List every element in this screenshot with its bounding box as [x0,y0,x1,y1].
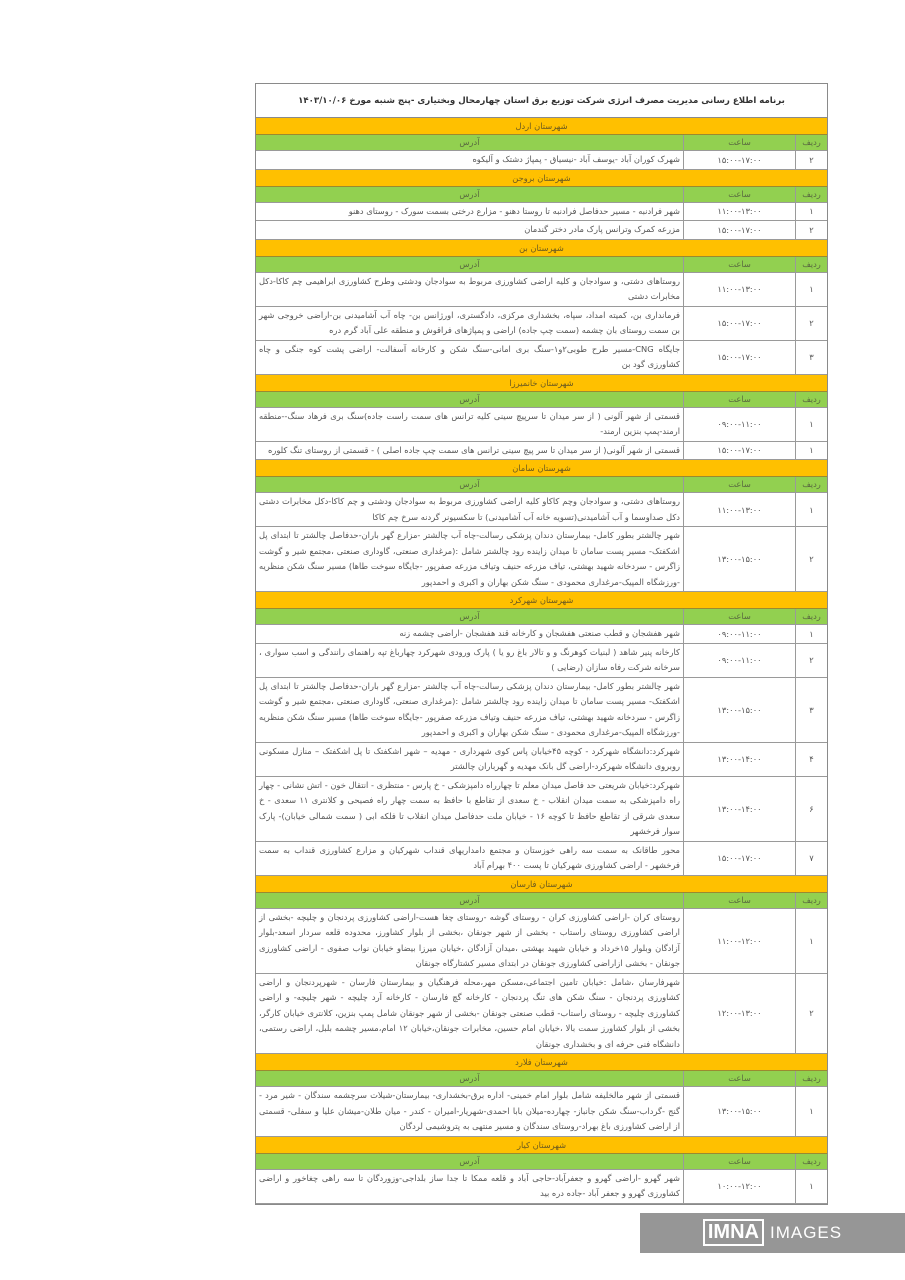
row-number: ۲ [795,151,827,169]
watermark-logo: IMNA [703,1219,764,1246]
header-time: ساعت [683,257,795,272]
row-number: ۱ [795,1170,827,1203]
outage-time: ۱۰:۰۰-۱۲:۰۰ [683,1170,795,1203]
outage-time: ۱۳:۰۰-۱۵:۰۰ [683,678,795,742]
outage-time: ۱۳:۰۰-۱۴:۰۰ [683,777,795,841]
outage-time: ۰۹:۰۰-۱۱:۰۰ [683,644,795,677]
row-number: ۲ [795,307,827,340]
table-row [256,341,827,375]
header-row-number: ردیف [795,893,827,908]
outage-address: شهر چالشتر بطور کامل- بیمارستان دندان پزشکی رسالت-چاه آب چالشتر -مزارع گهر باران-حدفاصل چالشتر تا ابتدای پل اشکفتک- مسیر پست سامان تا میدان زاینده رود چالشتر شامل :(مرغداری صنعتی، گاوداری صنعتی ،مجتمع شیر و گوشت زاگرس - سردخانه شهید بهشتی، تیاف مزرعه حنیف وتیاف مزرعه صفرپور -جایگاه سوخت طاها) مسیر سنگ شکن منظریه -ورزشگاه المپیک-مرغداری محمودی - سنگ شکن بهاران و اکبری و احمدپور [259,680,680,737]
row-number: ۱ [795,493,827,526]
schedule-table [255,83,828,1205]
outage-time: ۱۲:۰۰-۱۳:۰۰ [683,974,795,1054]
row-number: ۳ [795,678,827,742]
row-number: ۱ [795,909,827,973]
table-row [256,203,827,222]
header-row-number: ردیف [795,392,827,407]
header-time: ساعت [683,392,795,407]
outage-time: ۰۹:۰۰-۱۱:۰۰ [683,408,795,441]
document-wrapper [255,83,843,1253]
header-address: آدرس [459,1155,480,1166]
section-title: شهرستان فارسان [256,876,827,893]
table-row [256,909,827,974]
header-time: ساعت [683,1071,795,1086]
column-header-row [256,1071,827,1087]
table-row [256,644,827,678]
column-header-row [256,609,827,625]
outage-time: ۱۳:۰۰-۱۴:۰۰ [683,743,795,776]
table-row [256,221,827,240]
section-title: شهرستان خانمیرزا [256,375,827,392]
outage-time: ۱۳:۰۰-۱۵:۰۰ [683,527,795,591]
header-address: آدرس [459,137,480,147]
outage-time: ۱۵:۰۰-۱۷:۰۰ [683,151,795,169]
section-title: شهرستان بن [256,240,827,257]
outage-time: ۰۹:۰۰-۱۱:۰۰ [683,625,795,643]
header-address: آدرس [459,188,480,199]
row-number: ۴ [795,743,827,776]
header-time: ساعت [683,187,795,202]
outage-time: ۱۱:۰۰-۱۳:۰۰ [683,203,795,221]
outage-address: شهر چالشتر بطور کامل- بیمارستان دندان پزشکی رسالت-چاه آب چالشتر -مزارع گهر باران-حدفاصل چالشتر تا ابتدای پل اشکفتک- مسیر پست سامان تا میدان زاینده رود چالشتر شامل :(مرغداری صنعتی، گاوداری صنعتی ،مجتمع شیر و گوشت زاگرس - سردخانه شهید بهشتی، تیاف مزرعه حنیف وتیاف مزرعه صفرپور -جایگاه سوخت طاها) مسیر سنگ شکن منظریه -ورزشگاه المپیک-مرغداری محمودی - سنگ شکن بهاران و اکبری و احمدپور [259,530,680,587]
outage-address: شهرفارسان ،شامل :خیابان تامین اجتماعی،مسکن مهر،محله فرهنگیان و بیمارستان فارسان - شهرپردنجان و اراضی کشاورزی پردنجان - سنگ شکن های تنگ پردنجان - کارخانه گچ فارسان - کارخانه آرد چلیچه - شهر چلیچه- و اراضی کشاورزی چلیچه - روستای راستاب- قطب صنعتی جونقان -بخشی از شهر جونقان شامل پمپ بنزین، کلانتری خیابان کارگر، بخشی از بلوار کشاورز سمت بالا ،خیابان امام حسین، مخابرات جونقان،خیابان ۱۲ امام،مسیر چشمه بلبل، اراضی رستمی، دانشگاه فنی حرفه ای و بخشداری جونقان [259,976,680,1049]
outage-address: قسمتی از شهر آلونی( از سر میدان تا سر پیچ سینی ترانس های سمت چپ جاده اصلی ) - قسمتی از روستای تنگ کلوره [268,444,680,455]
column-header-row [256,135,827,151]
table-row [256,151,827,170]
table-row [256,974,827,1055]
watermark-text: IMAGES [769,1222,843,1242]
outage-time: ۱۵:۰۰-۱۷:۰۰ [683,307,795,340]
outage-time: ۱۵:۰۰-۱۷:۰۰ [683,842,795,875]
table-row [256,442,827,461]
outage-address: محور طاقانک به سمت سه راهی خوزستان و مجتمع دامداریهای قنداب شهرکیان و مزارع کشاورزی قنداب به سمت فرخشهر - اراضی کشاورزی شهرکیان تا پست ۴۰۰ بهرام آباد [259,844,680,870]
section-title: شهرستان شهرکرد [256,592,827,609]
column-header-row [256,392,827,408]
row-number: ۶ [795,777,827,841]
table-row [256,777,827,842]
outage-address: شهر هفشجان و قطب صنعتی هفشجان و کارخانه قند هفشجان -اراضی چشمه زنه [399,628,680,638]
row-number: ۲ [795,644,827,677]
table-row [256,408,827,442]
outage-time: ۱۵:۰۰-۱۷:۰۰ [683,221,795,239]
section-title: شهرستان سامان [256,460,827,477]
row-number: ۱ [795,408,827,441]
table-row [256,743,827,777]
header-time: ساعت [683,477,795,492]
section-title: شهرستان کیار [256,1137,827,1154]
row-number: ۱ [795,273,827,306]
header-time: ساعت [683,609,795,624]
outage-time: ۱۱:۰۰-۱۳:۰۰ [683,273,795,306]
section-title: شهرستان فلارد [256,1054,827,1071]
section-title: شهرستان بروجن [256,170,827,187]
sections-container [256,118,827,1204]
outage-address: جایگاه CNG-مسیر طرح طوبی۲و۱-سنگ بری امانی-سنگ شکن و کارخانه آسفالت- اراضی پشت کوه جنگی و چاه کشاورزی گود بن [259,343,680,369]
table-row [256,842,827,876]
row-number: ۱ [795,1087,827,1136]
watermark [640,1213,905,1253]
header-row-number: ردیف [795,1154,827,1169]
table-row [256,493,827,527]
header-address: آدرس [459,393,480,404]
outage-time: ۱۱:۰۰-۱۲:۰۰ [683,909,795,973]
header-row-number: ردیف [795,135,827,150]
table-row [256,625,827,644]
table-row [256,307,827,341]
table-row [256,1087,827,1137]
header-row-number: ردیف [795,477,827,492]
row-number: ۷ [795,842,827,875]
outage-address: شهرکرد:خیابان شریعتی حد فاصل میدان معلم تا چهارراه دامپزشکی - خ پارس - منتظری - انتقال خون - اتش نشانی - چهار راه دامپزشکی به سمت میدان انقلاب - خ سعدی از تقاطع با حافظ به سمت چهار راه فصیحی و کلانتری ۱۱ سعدی - خ سعدی شرقی از تقاطع حافظ تا کوچه ۱۶ - خیابان ملت حدفاصل میدان انقلاب تا فلکه ابی ( سمت شمالی خیابان)- پارک سوار فرخشهر [259,779,680,836]
column-header-row [256,187,827,203]
header-address: آدرس [459,258,480,269]
row-number: ۱ [795,442,827,460]
outage-address: قسمتی از شهر آلونی ( از سر میدان تا سرپیچ سینی کلیه ترانس های سمت راست جاده)سنگ بری فرهاد سنگ--منطقه ارمند-پمپ بنزین ارمند- [259,410,680,436]
outage-time: ۱۱:۰۰-۱۳:۰۰ [683,493,795,526]
header-row-number: ردیف [795,257,827,272]
header-address: آدرس [459,611,480,621]
section-title: شهرستان اردل [256,118,827,135]
row-number: ۱ [795,625,827,643]
header-time: ساعت [683,1154,795,1169]
column-header-row [256,257,827,273]
outage-address: روستای کران -اراضی کشاورزی کران - روستای گوشه -روستای چغا هست-اراضی کشاورزی پردنجان و چلیچه -بخشی از اراضی کشاورزی روستای راستاب - بخشی از شهر جونقان ،بخشی از بلوار کشاورز، محدوده قلعه سردار اسعد-بلوار آزادگان وبلوار ۱۵خرداد و خیابان شهید بهشتی ،میدان آزادگان ،خیابان میرزا بیضاو خیابان نواب صفوی - اراضی کشاورزی جونقان - بخشی ازاراضی کشاورزی جونقان در ابتدای مسیر کشتارگاه جونقان [259,911,680,968]
table-row [256,527,827,592]
header-address: آدرس [459,1073,480,1083]
outage-address: فرمانداری بن، کمیته امداد، سپاه، بخشداری مرکزی، دادگستری، اورژانس بن- چاه آب آشامیدنی بن-اراضی خروجی شهر بن سمت روستای بان چشمه (سمت چپ جاده) اراضی و پمپاژهای فراقوش و منطقه علی آباد گرم دره [259,309,680,335]
row-number: ۲ [795,221,827,239]
column-header-row [256,477,827,493]
column-header-row [256,893,827,909]
table-row [256,1170,827,1204]
column-header-row [256,1154,827,1170]
header-time: ساعت [683,135,795,150]
row-number: ۳ [795,341,827,374]
outage-address: شهرک کوران آباد -یوسف آباد -نیسیاق - پمپاژ دشتک و آلیکوه [472,154,680,164]
header-row-number: ردیف [795,1071,827,1086]
table-row [256,273,827,307]
header-address: آدرس [459,479,480,489]
outage-address: مزرعه کمرک وترانس پارک مادر دختر گندمان [524,224,680,234]
outage-address: شهرکرد:دانشگاه شهرکرد - کوچه ۴۵خیابان پاس کوی شهرداری - مهدیه – شهر اشکفتک تا پل اشکفتک – منازل مسکونی روبروی دانشگاه شهرکرد-اراضی گل بانک مهدیه و گهرباران چالشتر [259,745,680,771]
page-title: برنامه اطلاع رسانی مدیریت مصرف انرژی شرکت توزیع برق استان چهارمحال وبختیاری -پنج شنبه مورخ ۱۴۰۳/۱۰/۰۶ [256,84,827,118]
header-row-number: ردیف [795,187,827,202]
header-address: آدرس [459,894,480,905]
header-time: ساعت [683,893,795,908]
table-row [256,678,827,743]
outage-address: کارخانه پنیر شاهد ( لبنیات کوهرنگ و و تالار باغ رو یا ) پارک ورودی شهرکرد چهارباغ تپه راهنمای رانندگی و اسب سواری ، سرخانه شرکت رفاه سازان (رضایی ) [259,646,680,672]
outage-address: روستاهای دشتی، و سوادجان وچم کاکاو کلیه اراضی کشاورزی مربوط به سوادجان ودشتی و چم کاکا-دکل مخابرات دشتی دکل صداوسما و آب آشامیدنی(تسویه خانه آب آشامیدنی) تا سکسیونر گردنه سرخ چم کاکا [259,496,680,522]
outage-address: روستاهای دشتی، و سوادجان و کلیه اراضی کشاورزی مربوط به سوادجان ودشتی وطرح کشاورزی ابراهیمی چم کاکا-دکل مخابرات دشتی [259,275,680,301]
row-number: ۲ [795,527,827,591]
outage-time: ۱۵:۰۰-۱۷:۰۰ [683,442,795,460]
row-number: ۱ [795,203,827,221]
row-number: ۲ [795,974,827,1054]
outage-address: شهر فرادنبه - مسیر حدفاصل فرادنبه تا روستا دهنو - مزارع درختی بسمت سورک - روستای دهنو [348,205,680,216]
outage-address: شهر گهرو -اراضی گهرو و جعفرآباد-حاجی آباد و قلعه ممکا تا جدا ساز بلداجی-وزوردگان تا سه راهی چغاخور و اراضی کشاورزی گهرو و جعفر آباد -جاده دره بید [259,1172,680,1198]
outage-time: ۱۳:۰۰-۱۵:۰۰ [683,1087,795,1136]
outage-address: قسمتی از شهر مالخلیفه شامل بلوار امام خمینی- اداره برق-بخشداری- بیمارستان-شیلات سرچشمه سندگان - شیر مرد - گنج -گرداب-سنگ شکن جانباز- چهارده-میلان بابا احمدی-شهریار-امیران - کندر - میان طلان-میشان علیا و سفلی- قسمتی از اراضی کشاورزی باغ بهراد-روستای سندگان و مسیر منتهی به پتروشیمی لردگان [259,1090,680,1131]
outage-time: ۱۵:۰۰-۱۷:۰۰ [683,341,795,374]
header-row-number: ردیف [795,609,827,624]
